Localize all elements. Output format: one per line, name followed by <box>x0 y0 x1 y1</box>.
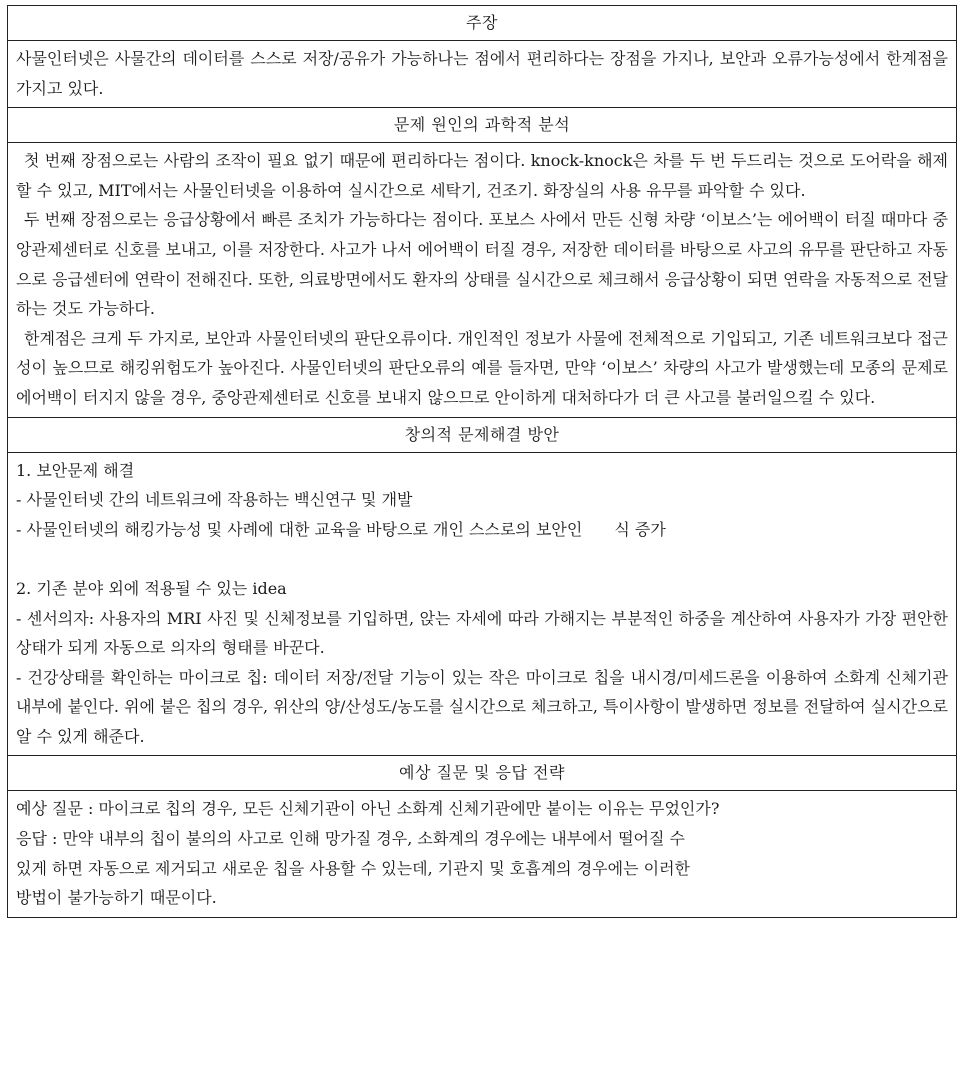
analysis-paragraph-1: 첫 번째 장점으로는 사람의 조작이 필요 없기 때문에 편리하다는 점이다. knock-knock은 차를 두 번 두드리는 것으로 도어락을 해제할 수 있고, MIT에서는 사물인터넷을 이용하여 실시간으로 세탁기, 건조기. 화장실의 사용 유무를 파악할 수 있다. <box>16 151 948 200</box>
section-body-qa <box>8 791 956 916</box>
solution-line-3: - 사물인터넷의 해킹가능성 및 사례에 대한 교육을 바탕으로 개인 스스로의 보안인 식 증가 <box>16 519 666 539</box>
solution-line-5: 2. 기존 분야 외에 적용될 수 있는 idea <box>16 578 287 598</box>
section-header-solution: 창의적 문제해결 방안 <box>8 418 956 453</box>
analysis-paragraph-3: 한계점은 크게 두 가지로, 보안과 사물인터넷의 판단오류이다. 개인적인 정보가 사물에 전체적으로 기입되고, 기존 네트워크보다 접근성이 높으므로 해킹위험도가 높아진다. 사물인터넷의 판단오류의 예를 들자면, 만약 ‘이보스’ 차량의 사고가 발생했는데 모종의 문제로 에어백이 터지지 않을 경우, 중앙관제센터로 신호를 보내지 않으므로 안이하게 대처하다가 더 큰 사고를 불러일으킬 수 있다. <box>16 328 948 407</box>
section-header-qa: 예상 질문 및 응답 전략 <box>8 756 956 791</box>
essay-table <box>7 5 957 918</box>
qa-line-1: 예상 질문 : 마이크로 칩의 경우, 모든 신체기관이 아닌 소화계 신체기관에만 붙이는 이유는 무었인가? <box>16 799 720 819</box>
qa-line-4: 방법이 불가능하기 때문이다. <box>16 888 217 908</box>
qa-line-2: 응답 : 만약 내부의 칩이 불의의 사고로 인해 망가질 경우, 소화계의 경우에는 내부에서 떨어질 수 <box>16 829 686 849</box>
solution-line-1: 1. 보안문제 해결 <box>16 460 135 480</box>
section-body-claim <box>8 41 956 108</box>
analysis-paragraph-2: 두 번째 장점으로는 응급상황에서 빠른 조치가 가능하다는 점이다. 포보스 사에서 만든 신형 차량 ‘이보스’는 에어백이 터질 때마다 중앙관제센터로 신호를 보내고, 이를 저장한다. 사고가 나서 에어백이 터질 경우, 저장한 데이터를 바탕으로 사고의 유무를 판단하고 자동으로 응급센터에 연락이 전해진다. 또한, 의료방면에서도 환자의 상태를 실시간으로 체크해서 응급상황이 되면 연락을 자동적으로 전달하는 것도 가능하다. <box>16 210 948 319</box>
solution-blank-line <box>16 544 948 574</box>
section-header-claim: 주장 <box>8 6 956 41</box>
claim-paragraph: 사물인터넷은 사물간의 데이터를 스스로 저장/공유가 가능하나는 점에서 편리하다는 장점을 가지나, 보안과 오류가능성에서 한계점을 가지고 있다. <box>16 49 948 98</box>
section-header-analysis: 문제 원인의 과학적 분석 <box>8 108 956 143</box>
solution-line-6: - 센서의자: 사용자의 MRI 사진 및 신체정보를 기입하면, 앉는 자세에 따라 가해지는 부분적인 하중을 계산하여 사용자가 가장 편안한 상태가 되게 자동으로 의자의 형태를 바꾼다. <box>16 608 948 658</box>
qa-line-3: 있게 하면 자동으로 제거되고 새로운 칩을 사용할 수 있는데, 기관지 및 호흡계의 경우에는 이러한 <box>16 858 690 878</box>
solution-line-2: - 사물인터넷 간의 네트워크에 작용하는 백신연구 및 개발 <box>16 490 413 510</box>
solution-line-7: - 건강상태를 확인하는 마이크로 칩: 데이터 저장/전달 기능이 있는 작은 마이크로 칩을 내시경/미세드론을 이용하여 소화계 신체기관 내부에 붙인다. 위에 붙은 칩의 경우, 위산의 양/산성도/농도를 실시간으로 체크하고, 특이사항이 발생하면 정보를 전달하여 실시간으로 알 수 있게 해준다. <box>16 667 948 746</box>
section-body-solution <box>8 453 956 757</box>
section-body-analysis <box>8 143 956 417</box>
